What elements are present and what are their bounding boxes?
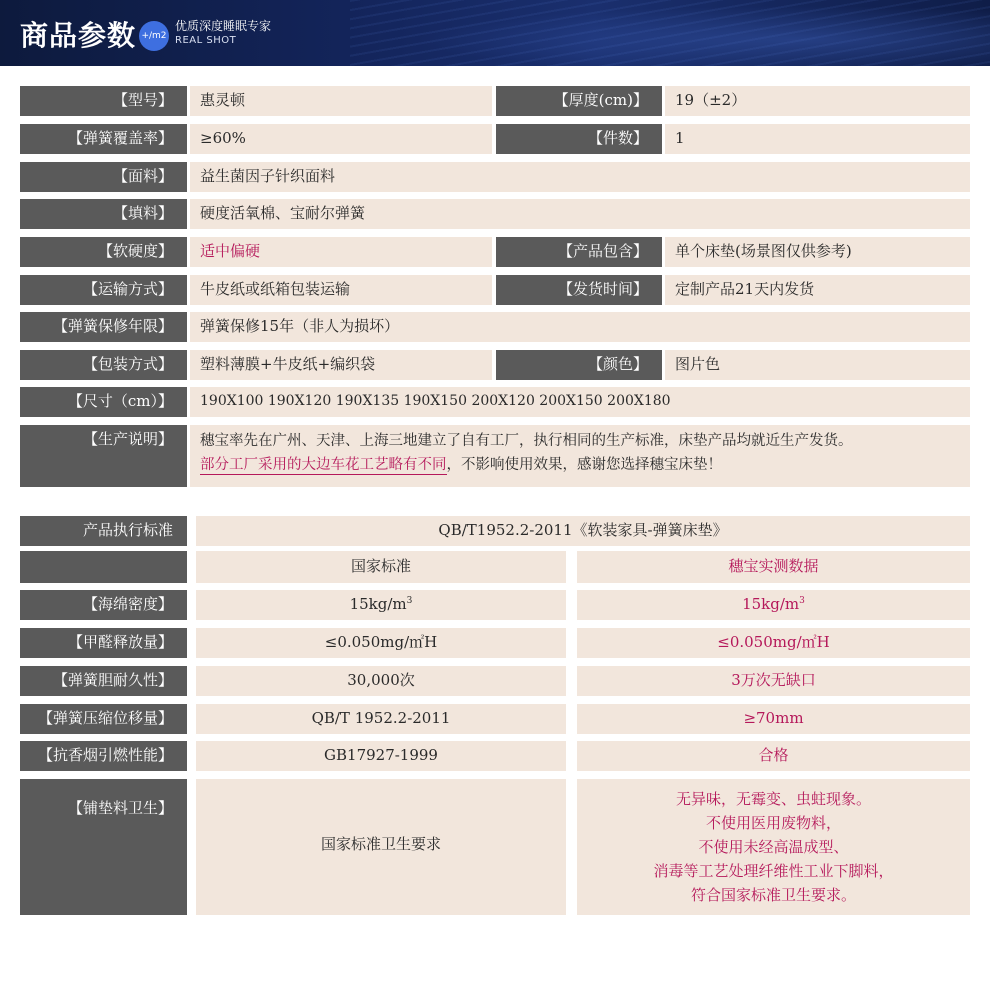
foam-density-measured bbox=[577, 590, 970, 620]
production-line-2 bbox=[200, 453, 970, 477]
size-label: 【尺寸（cm）】 bbox=[20, 387, 187, 417]
shipping-label: 【运输方式】 bbox=[20, 275, 187, 305]
pieces-value: 1 bbox=[665, 124, 970, 154]
warranty-label: 【弹簧保修年限】 bbox=[20, 312, 187, 342]
hygiene-label: 【铺垫料卫生】 bbox=[20, 779, 187, 915]
production-highlight: 部分工厂采用的大边车花工艺略有不同 bbox=[200, 457, 447, 473]
displacement-label: 【弹簧压缩位移量】 bbox=[20, 704, 187, 734]
badge-icon: +/m2 bbox=[139, 21, 169, 51]
filling-value: 硬度活氧棉、宝耐尔弹簧 bbox=[190, 199, 970, 229]
color-label: 【颜色】 bbox=[496, 350, 662, 380]
delivery-value: 定制产品21天内发货 bbox=[665, 275, 970, 305]
foam-national-text: 15kg/m bbox=[349, 595, 407, 613]
color-value: 图片色 bbox=[665, 350, 970, 380]
thickness-label: 【厚度(cm)】 bbox=[496, 86, 662, 116]
hygiene-national: 国家标准卫生要求 bbox=[196, 779, 566, 915]
model-label: 【型号】 bbox=[20, 86, 187, 116]
durability-label: 【弹簧胆耐久性】 bbox=[20, 666, 187, 696]
hygiene-line-4: 消毒等工艺处理纤维性工业下脚料， bbox=[653, 862, 894, 880]
package-includes-label: 【产品包含】 bbox=[496, 237, 662, 267]
displacement-measured: ≥70mm bbox=[577, 704, 970, 734]
hygiene-line-3: 不使用未经高温成型、 bbox=[698, 838, 849, 856]
formaldehyde-national: ≤0.050mg/㎡H bbox=[196, 628, 566, 658]
model-value: 惠灵顿 bbox=[190, 86, 492, 116]
foam-national-sup: 3 bbox=[406, 596, 413, 606]
spring-coverage-label: 【弹簧覆盖率】 bbox=[20, 124, 187, 154]
exec-standard-value: QB/T1952.2-2011《软装家具-弹簧床垫》 bbox=[196, 516, 970, 546]
production-label: 【生产说明】 bbox=[20, 425, 187, 487]
durability-measured: 3万次无缺口 bbox=[577, 666, 970, 696]
size-value: 190X100 190X120 190X135 190X150 200X120 200X150 200X180 bbox=[190, 387, 970, 417]
header-subtitle: 优质深度睡眠专家 bbox=[175, 19, 272, 33]
spring-coverage-value: ≥60% bbox=[190, 124, 492, 154]
hygiene-line-2: 不使用医用废物料， bbox=[705, 814, 841, 832]
thickness-value: 19（±2） bbox=[665, 86, 970, 116]
durability-national: 30,000次 bbox=[196, 666, 566, 696]
header-wave-decoration bbox=[350, 0, 990, 66]
foam-measured-text: 15kg/m bbox=[742, 595, 800, 613]
production-line-1: 穗宝率先在广州、天津、上海三地建立了自有工厂，执行相同的生产标准，床垫产品均就近生产发货。 bbox=[200, 433, 853, 449]
packing-value: 塑料薄膜+牛皮纸+编织袋 bbox=[190, 350, 492, 380]
filling-label: 【填料】 bbox=[20, 199, 187, 229]
fabric-label: 【面料】 bbox=[20, 162, 187, 192]
hygiene-measured bbox=[577, 779, 970, 915]
cigarette-national: GB17927-1999 bbox=[196, 741, 566, 771]
firmness-value: 适中偏硬 bbox=[190, 237, 492, 267]
formaldehyde-label: 【甲醛释放量】 bbox=[20, 628, 187, 658]
packing-label: 【包装方式】 bbox=[20, 350, 187, 380]
hygiene-line-5: 符合国家标准卫生要求。 bbox=[690, 886, 856, 904]
column-header-spacer bbox=[20, 551, 187, 583]
production-rest: ，不影响使用效果，感谢您选择穗宝床垫！ bbox=[446, 457, 722, 473]
cigarette-label: 【抗香烟引燃性能】 bbox=[20, 741, 187, 771]
hygiene-line-1: 无异味，无霉变、虫蛀现象。 bbox=[675, 790, 871, 808]
pieces-label: 【件数】 bbox=[496, 124, 662, 154]
foam-density-label: 【海绵密度】 bbox=[20, 590, 187, 620]
formaldehyde-measured: ≤0.050mg/㎡H bbox=[577, 628, 970, 658]
exec-standard-label: 产品执行标准 bbox=[20, 516, 187, 546]
foam-measured-sup: 3 bbox=[799, 596, 805, 606]
shipping-value: 牛皮纸或纸箱包装运输 bbox=[190, 275, 492, 305]
warranty-value: 弹簧保修15年（非人为损坏） bbox=[190, 312, 970, 342]
firmness-label: 【软硬度】 bbox=[20, 237, 187, 267]
displacement-national: QB/T 1952.2-2011 bbox=[196, 704, 566, 734]
page-title: 商品参数 bbox=[20, 19, 137, 52]
package-includes-value: 单个床垫(场景图仅供参考) bbox=[665, 237, 970, 267]
header-subtitle-en: REAL SHOT bbox=[175, 35, 237, 46]
column-header-national: 国家标准 bbox=[196, 551, 566, 583]
foam-density-national bbox=[196, 590, 566, 620]
fabric-value: 益生菌因子针织面料 bbox=[190, 162, 970, 192]
header-banner bbox=[0, 0, 990, 66]
delivery-label: 【发货时间】 bbox=[496, 275, 662, 305]
column-header-measured: 穗宝实测数据 bbox=[577, 551, 970, 583]
production-value bbox=[190, 425, 970, 487]
cigarette-measured: 合格 bbox=[577, 741, 970, 771]
